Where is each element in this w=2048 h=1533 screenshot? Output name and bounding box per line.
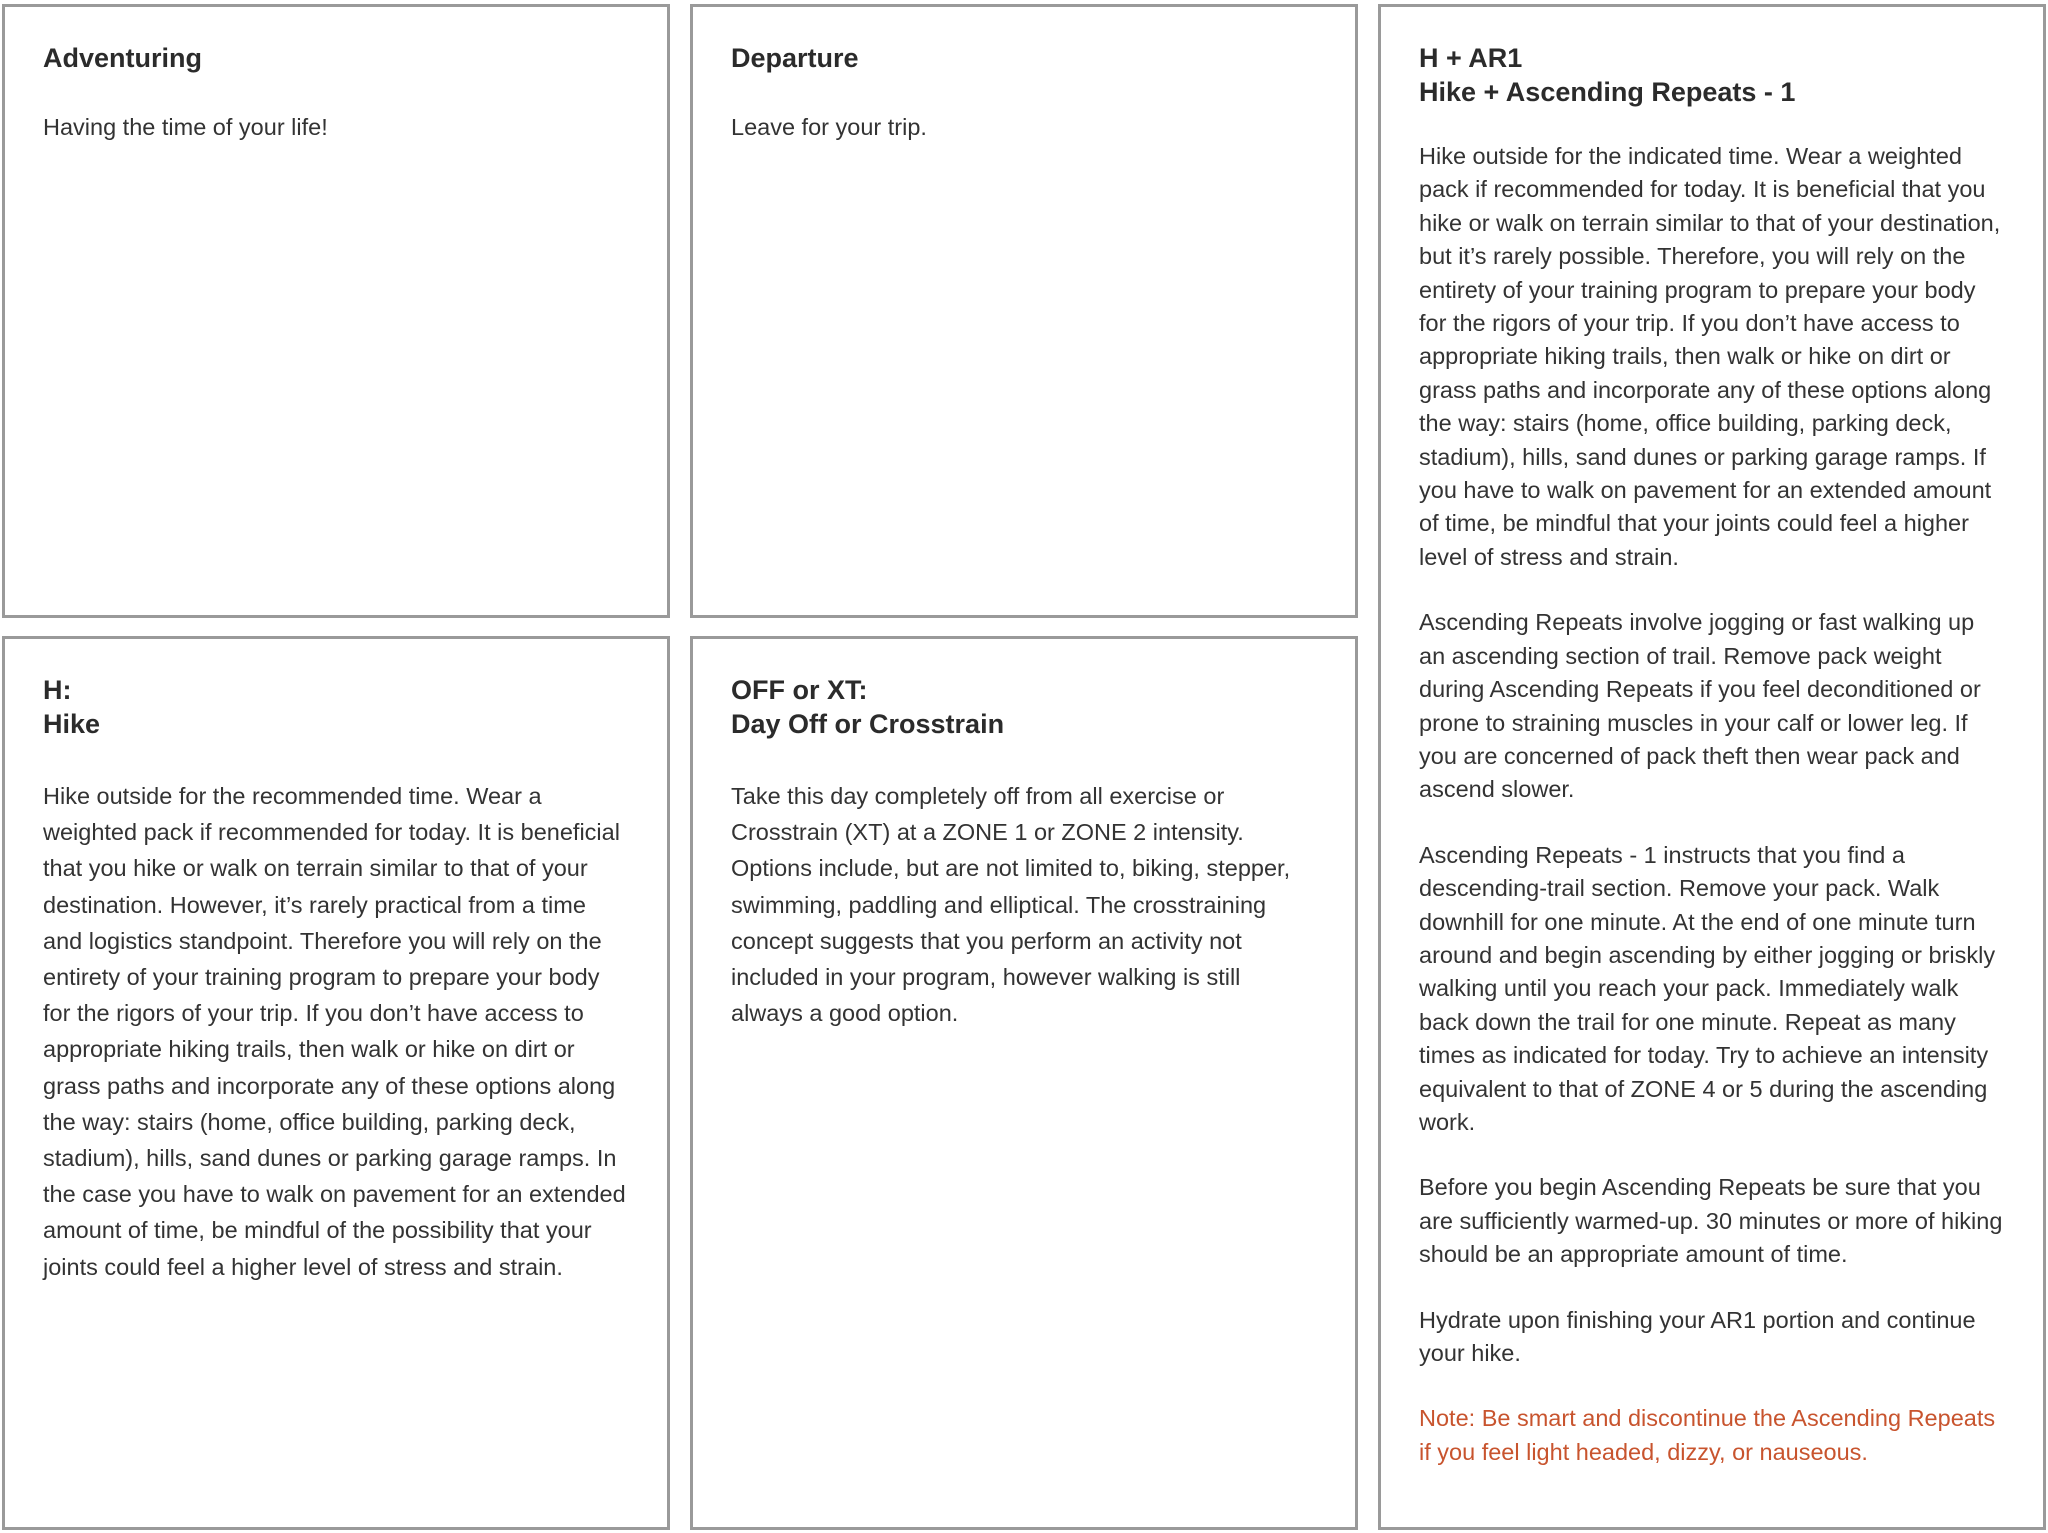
card-paragraph: Hike outside for the recommended time. Wear a weighted pack if recommended for today. It is beneficial that you hike or walk on terrain similar to that of your destination. However, it’s rarely practical from a time and logistics standpoint. Therefore you will rely on the entirety of your training program to prepare your body for the rigors of your trip. If you don’t have access to appropriate hiking trails, then walk or hike on dirt or grass paths and incorporate any of these options along the way: stairs (home, office building, parking deck, stadium), hills, sand dunes or parking garage ramps. In the case you have to walk on pavement for an extended amount of time, be mindful of the possibility that your joints could feel a higher level of stress and strain. [43,783,626,1280]
card-paragraph: Having the time of your life! [43,114,328,140]
card-title-line: Hike [43,709,101,739]
card-title-line: Day Off or Crosstrain [731,709,1005,739]
card-body [731,778,1317,1031]
card-title [43,41,629,75]
card-day-off-crosstrain [690,636,1358,1530]
card-body [43,111,629,145]
card-title-line: Adventuring [43,43,202,73]
card-departure [690,4,1358,618]
card-paragraph: Take this day completely off from all exercise or Crosstrain (XT) at a ZONE 1 or ZONE 2 intensity. Options include, but are not limited to, biking, stepper, swimming, paddling and elliptical. The crosstraining concept suggests that you perform an activity not included in your program, however walking is still always a good option. [731,783,1291,1027]
card-body [1419,140,2005,1469]
card-hike [2,636,670,1530]
card-hike-ascending-repeats [1378,4,2046,1530]
card-title-line: Hike + Ascending Repeats - 1 [1419,77,1796,107]
card-paragraph: Hydrate upon finishing your AR1 portion and continue your hike. [1419,1306,1976,1366]
card-title-code: OFF or XT: [731,675,868,705]
card-title-code: H: [43,675,72,705]
card-paragraph: Hike outside for the indicated time. Wear a weighted pack if recommended for today. It is beneficial that you hike or walk on terrain similar to that of your destination, but it’s rarely possible. Therefore, you will rely on the entirety of your training program to prepare your body for the rigors of your trip. If you don’t have access to appropriate hiking trails, then walk or hike on dirt or grass paths and incorporate any of these options along the way: stairs (home, office building, parking deck, stadium), hills, sand dunes or parking garage ramps. If you have to walk on pavement for an extended amount of time, be mindful that your joints could feel a higher level of stress and strain. [1419,143,2001,570]
card-title [43,673,629,741]
card-title [731,41,1317,75]
card-paragraph: Before you begin Ascending Repeats be sure that you are sufficiently warmed-up. 30 minutes or more of hiking should be an appropriate amount of time. [1419,1174,2003,1268]
card-body [731,111,1317,145]
warning-note: Note: Be smart and discontinue the Ascending Repeats if you feel light headed, dizzy, or nauseous. [1419,1405,1996,1465]
card-paragraph: Leave for your trip. [731,114,927,140]
card-title-line: Departure [731,43,859,73]
card-title [1419,41,2005,109]
card-paragraph: Ascending Repeats involve jogging or fast walking up an ascending section of trail. Remove pack weight during Ascending Repeats if you feel deconditioned or prone to straining muscles in your calf or lower leg. If you are concerned of pack theft then wear pack and ascend slower. [1419,609,1981,803]
card-title [731,673,1317,741]
card-body [43,778,629,1285]
card-title-code: H + AR1 [1419,43,1523,73]
card-paragraph: Ascending Repeats - 1 instructs that you find a descending-trail section. Remove your pack. Walk downhill for one minute. At the end of one minute turn around and begin ascending by either jogging or briskly walking until you reach your pack. Immediately walk back down the trail for one minute. Repeat as many times as indicated for today. Try to achieve an intensity equivalent to that of ZONE 4 or 5 during the ascending work. [1419,841,1996,1135]
card-adventuring [2,4,670,618]
